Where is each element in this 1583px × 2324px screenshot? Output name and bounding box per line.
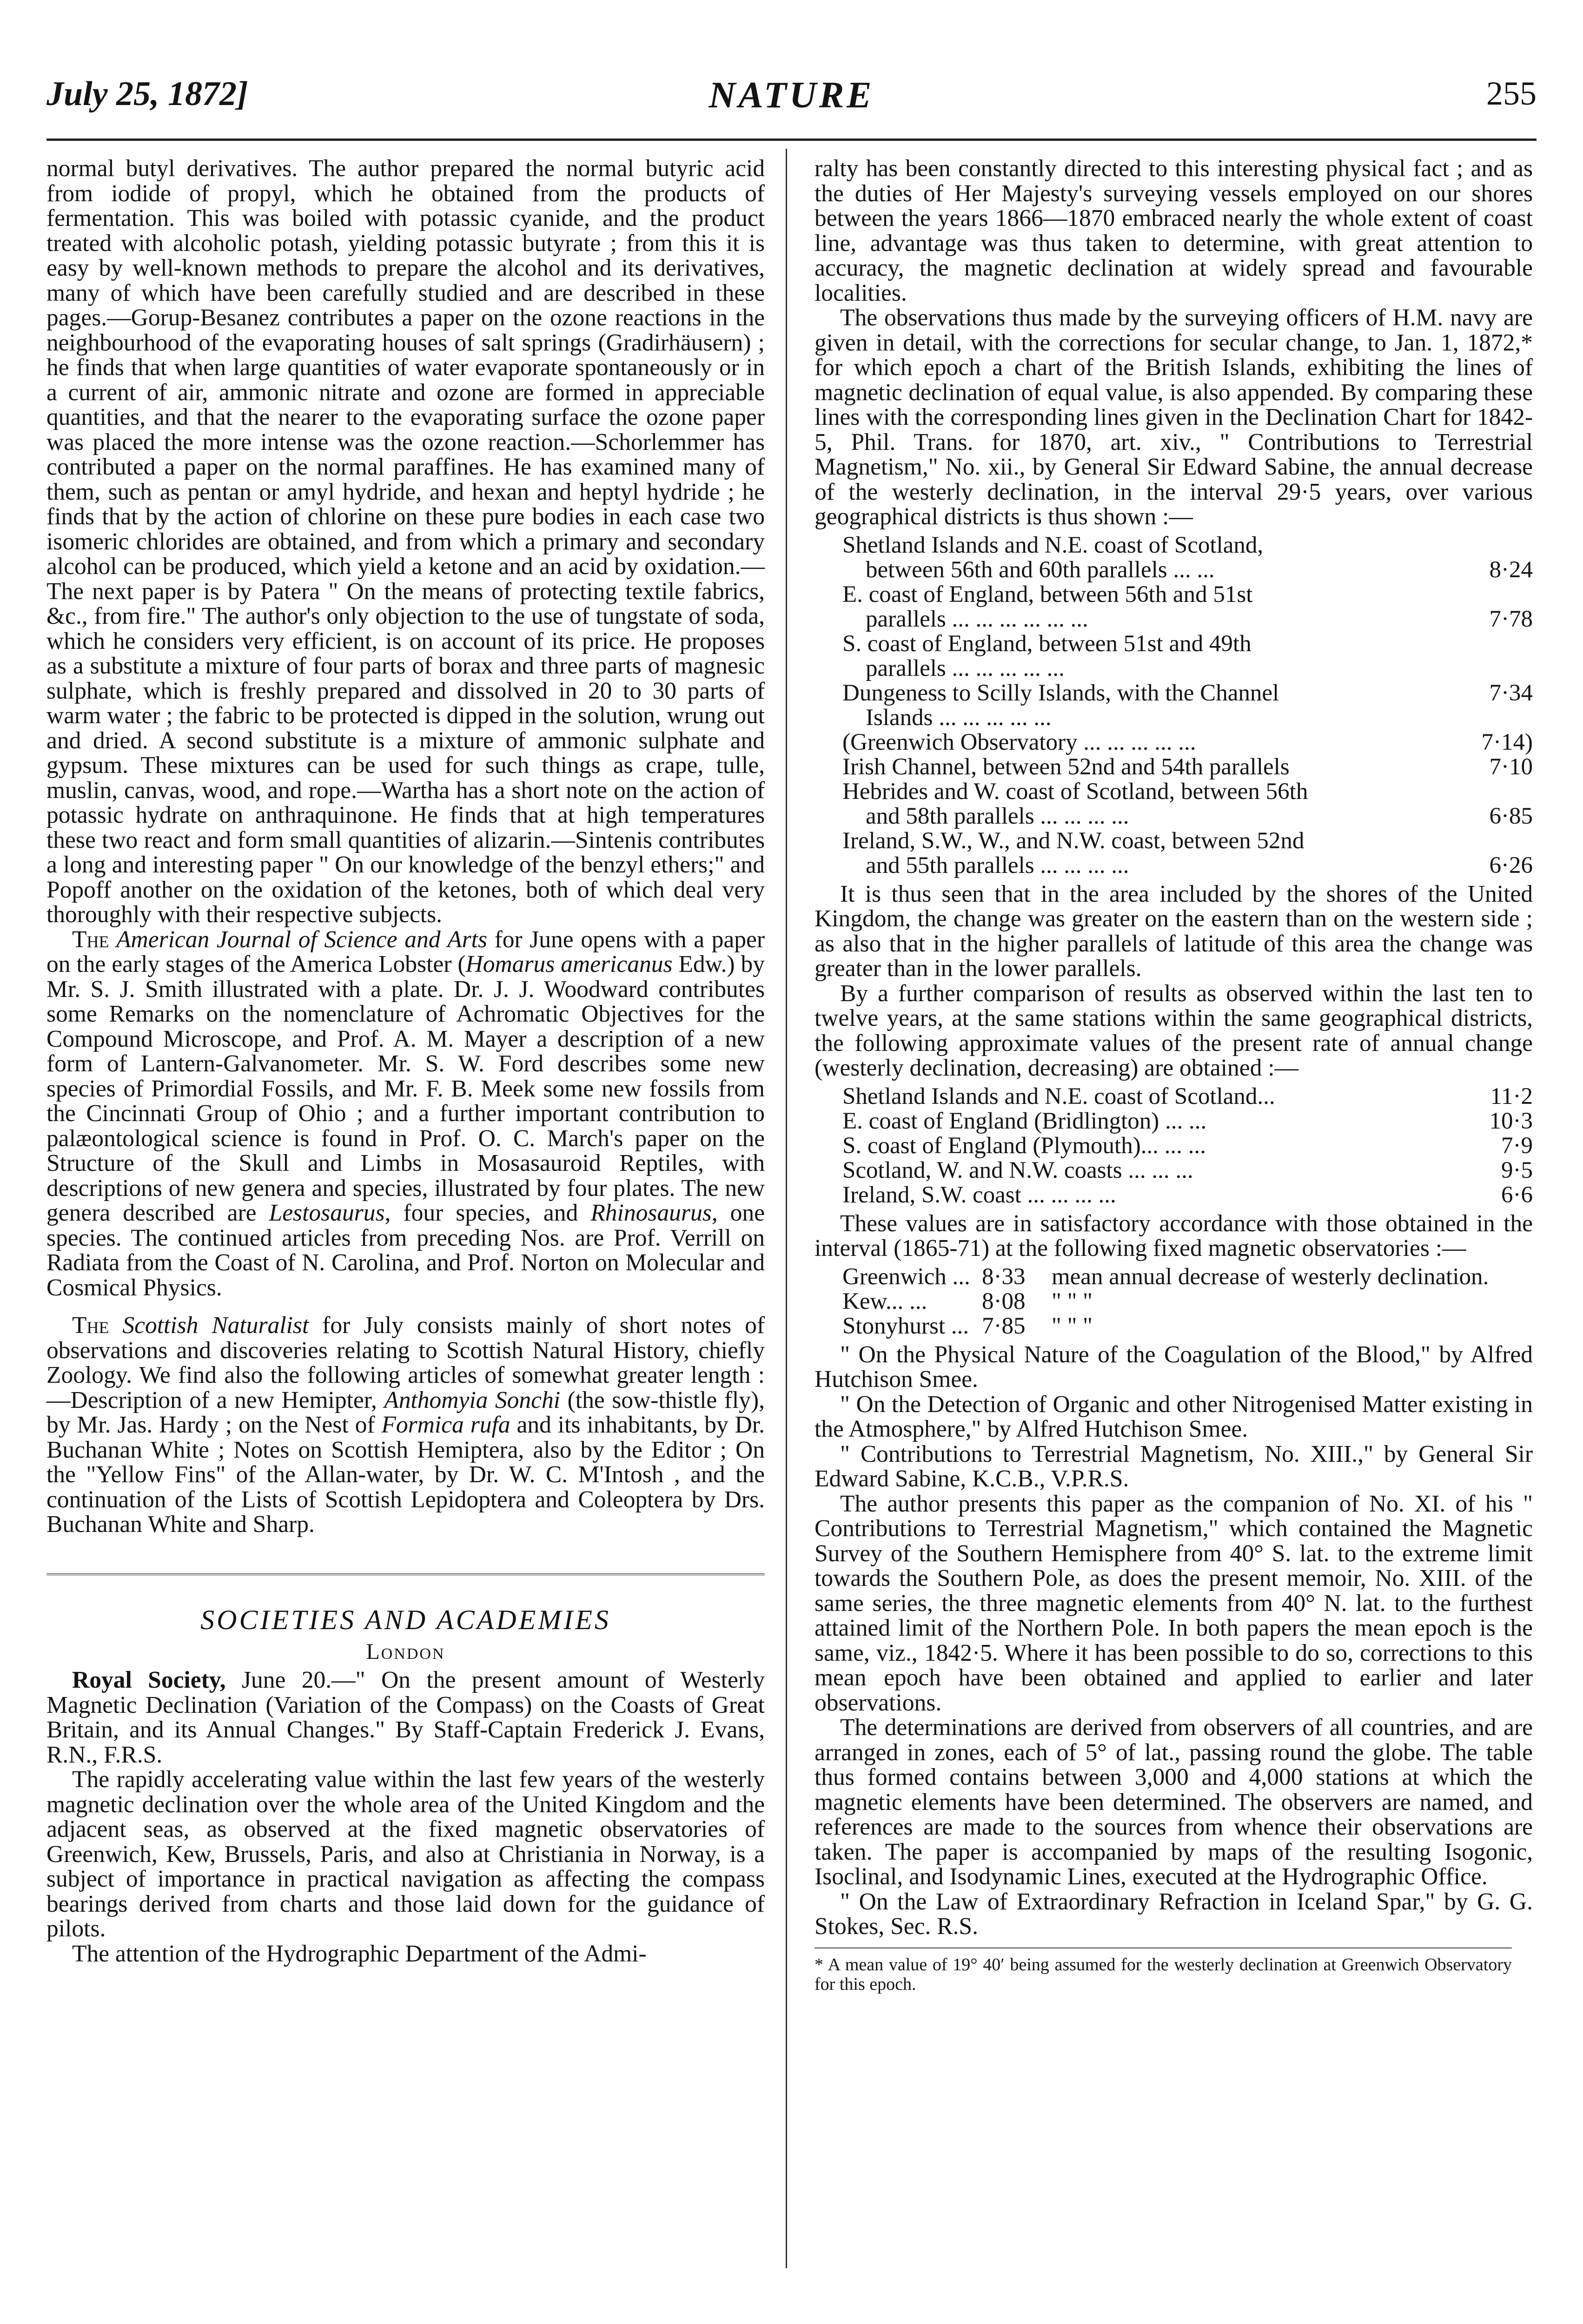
paragraph: By a further comparison of results as observed within the last ten to twelve years, at the same stations within the same geographical districts, the following approximate values of the present rate of annual change (westerly declination, decreasing) are obtained :— [815, 980, 1533, 1081]
table-row: Shetland Islands and N.E. coast of Scotland... 11·2 [842, 1083, 1533, 1109]
paragraph: normal butyl derivatives. The author prepared the normal butyric acid from iodide of propyl, which he obtained from the products of fermentation. This was boiled with potassic cyanide, and the product treated with alcoholic potash, yielding potassic butyrate ; from this it is easy by well-known methods to prepare the alcohol and its derivatives, many of which have been carefully studied and are described in these pages.—Gorup-Besanez contributes a paper on the ozone reactions in the neighbourhood of the evaporating houses of salt springs (Gradirhäusern) ; he finds that when large quantities of water evaporate spontaneously or in a current of air, ammonic nitrate and ozone are formed in appreciable quantities, and that the nearer to the evaporating surface the ozone paper was placed the more intense was the ozone reaction.—Schorlemmer has contributed a paper on the normal paraffines. He has examined many of them, such as pentan or amyl hydride, and hexan and heptyl hydride ; he finds that by the action of chlorine on these pure bodies in each case two isomeric chlorides are obtained, and from which a primary and secondary alcohol can be produced, which yield a ketone and an acid by oxidation.—The next paper is by Patera " On the means of protecting textile fabrics, &c., from fire." The author's only objection to the use of tungstate of soda, which he considers very efficient, is on account of its price. He proposes as a substitute a mixture of four parts of borax and three parts of magnesic sulphate, which is freshly prepared and dissolved in 20 to 30 parts of warm water ; the fabric to be protected is dipped in the solution, wrung out and dried. A second substitute is a mixture of ammonic sulphate and gypsum. These mixtures can be used for such things as crape, tulle, muslin, canvas, wood, and rope.—Wartha has a short note on the action of potassic hydrate on anthraquinone. He finds that at high temperatures these two react and form small quantities of alizarin.—Sintenis contributes a long and interesting paper " On our knowledge of the benzyl ethers;" and Popoff another on the oxidation of the ketones, both of which deal very thoroughly with their respective subjects. [46, 155, 765, 928]
paragraph: These values are in satisfactory accordance with those obtained in the interval (1865-71) at the following fixed magnetic observatories :— [815, 1210, 1533, 1261]
declination-table [842, 533, 1533, 878]
table-row: Ireland, S.W. coast ... ... ... ... 6·6 [842, 1182, 1533, 1208]
table-row: Hebrides and W. coast of Scotland, between 56th [842, 778, 1308, 805]
section-subtitle: London [366, 1639, 445, 1664]
table-row: Shetland Islands and N.E. coast of Scotland, [842, 532, 1264, 558]
table-row: Irish Channel, between 52nd and 54th parallels 7·10 [842, 753, 1533, 780]
list-item: Greenwich ... 8·33 mean annual decrease of westerly declination. [842, 1263, 1489, 1290]
paragraph: The determinations are derived from observers of all countries, and are arranged in zones, each of 5° of lat., passing round the globe. The table thus formed contains between 3,000 and 4,000 stations at which the magnetic elements have been determined. The observers are named, and references are made to the sources from whence their observations are taken. The paper is accompanied by maps of the resulting Isogonic, Isoclinal, and Isodynamic Lines, executed at the Hydrographic Office. [815, 1714, 1533, 1890]
paragraph: " On the Physical Nature of the Coagulation of the Blood," by Alfred Hutchison Smee. [815, 1341, 1533, 1393]
paragraph: The author presents this paper as the companion of No. XI. of his " Contributions to Terrestrial Magnetism," which contained the Magnetic Survey of the Southern Hemisphere from 40° S. lat. to the extreme limit towards the Southern Pole, as does the present memoir, No. XIII. of the same series, the three magnetic elements from 40° N. lat. to the furthest attained limit of the Northern Pole. In both papers the mean epoch is the same, viz., 1842·5. Where it has been possible to do so, corrections to this mean epoch have been obtained and applied to earlier and later observations. [815, 1490, 1533, 1716]
left-column [46, 156, 765, 1966]
table-row: parallels ... ... ... ... ... ... 7·78 [866, 606, 1533, 632]
table-row: parallels ... ... ... ... ... [866, 655, 1065, 681]
table-row: between 56th and 60th parallels ... ... 8·24 [866, 556, 1533, 583]
paragraph: The rapidly accelerating value within the last few years of the westerly magnetic declination over the whole area of the United Kingdom and the adjacent seas, as observed at the fixed magnetic observatories of Greenwich, Kew, Brussels, Paris, and also at Christiania in Norway, is a subject of importance in practical navigation as affecting the compass bearings derived from charts and those laid down for the guidance of pilots. [46, 1766, 765, 1942]
paragraph: The Scottish Naturalist for July consists mainly of short notes of observations and discoveries relating to Scottish Natural History, chiefly Zoology. We find also the following articles of somewhat greater length :—Description of a new Hemipter, Anthomyia Sonchi (the sow-thistle fly), by Mr. Jas. Hardy ; on the Nest of Formica rufa and its inhabitants, by Dr. Buchanan White ; Notes on Scottish Hemiptera, also by the Editor ; On the "Yellow Fins" of the Allan-water, by Dr. W. C. M'Intosh , and the continuation of the Lists of Scottish Lepidoptera and Coleoptera by Drs. Buchanan White and Sharp. [46, 1312, 765, 1538]
table-row: (Greenwich Observatory ... ... ... ... ... 7·14) [842, 729, 1533, 755]
list-item: Stonyhurst ... 7·85 " " " [842, 1313, 1093, 1339]
page-number: 255 [1486, 75, 1537, 112]
column-divider [786, 149, 787, 2268]
table-row: and 58th parallels ... ... ... ... 6·85 [866, 803, 1533, 829]
paragraph: The American Journal of Science and Arts for June opens with a paper on the early stages of the America Lobster (Homarus americanus Edw.) by Mr. S. J. Smith illustrated with a plate. Dr. J. J. Woodward contributes some Remarks on the nomenclature of Achromatic Objectives for the Compound Microscope, and Prof. A. M. Mayer a description of a new form of Lantern-Galvanometer. Mr. S. W. Ford describes some new species of Primordial Fossils, and Mr. F. B. Meek some new fossils from the Cincinnati Group of Ohio ; and a further important contribution to palæontological science is found in Prof. O. C. March's paper on the Structure of the Skull and Limbs in Mosasauroid Reptiles, with descriptions of new genera and species, illustrated by four plates. The new genera described are Lestosaurus, four species, and Rhinosaurus, one species. The continued articles from preceding Nos. are Prof. Verrill on Radiata from the Coast of N. Carolina, and Prof. Norton on Molecular and Cosmical Physics. [46, 926, 765, 1301]
paragraph: " On the Detection of Organic and other Nitrogenised Matter existing in the Atmosphere," by Alfred Hutchison Smee. [815, 1391, 1533, 1442]
right-column [815, 156, 1533, 1994]
footnote: * A mean value of 19° 40′ being assumed for the westerly declination at Greenwich Observatory for this epoch. [815, 1948, 1512, 1994]
table-row: S. coast of England, between 51st and 49th [842, 630, 1252, 657]
journal-title: NATURE [709, 75, 874, 116]
header-rule [46, 139, 1537, 141]
page-header [46, 74, 1537, 135]
section-separator [46, 1573, 765, 1577]
table-row: Dungeness to Scilly Islands, with the Channel 7·34 [842, 680, 1533, 706]
table-row: Ireland, S.W., W., and N.W. coast, between 52nd [842, 827, 1305, 854]
paragraph: " Contributions to Terrestrial Magnetism, No. XIII.," by General Sir Edward Sabine, K.C.B., V.P.R.S. [815, 1440, 1533, 1492]
paragraph: It is thus seen that in the area included by the shores of the United Kingdom, the change was greater on the eastern than on the western side ; as also that in the higher parallels of latitude of this area the change was greater than in the lower parallels. [815, 880, 1533, 982]
issue-date: July 25, 1872] [46, 75, 248, 113]
table-row: and 55th parallels ... ... ... ... 6·26 [866, 852, 1533, 878]
annual-change-table [842, 1084, 1533, 1208]
paragraph: The observations thus made by the surveying officers of H.M. navy are given in detail, with the corrections for secular change, to Jan. 1, 1872,* for which epoch a chart of the British Islands, exhibiting the lines of magnetic declination of equal value, is also appended. By comparing these lines with the corresponding lines given in the Declination Chart for 1842-5, Phil. Trans. for 1870, art. xiv., " Contributions to Terrestrial Magnetism," No. xii., by General Sir Edward Sabine, the annual decrease of the westerly declination, in the interval 29·5 years, over various geographical districts is thus shown :— [815, 304, 1533, 530]
paragraph: Royal Society, June 20.—" On the present amount of Westerly Magnetic Declination (Variation of the Compass) on the Coasts of Great Britain, and its Annual Changes." By Staff-Captain Frederick J. Evans, R.N., F.R.S. [46, 1667, 765, 1768]
list-item: Kew... ... 8·08 " " " [842, 1288, 1093, 1314]
observatory-list [842, 1265, 1533, 1339]
table-row: Islands ... ... ... ... ... [866, 704, 1052, 731]
table-row: E. coast of England (Bridlington) ... ... 10·3 [842, 1108, 1533, 1134]
table-row: S. coast of England (Plymouth)... ... ... 7·9 [842, 1132, 1533, 1159]
paragraph: " On the Law of Extraordinary Refraction in Iceland Spar," by G. G. Stokes, Sec. R.S. [815, 1888, 1533, 1940]
section-title: SOCIETIES AND ACADEMIES [200, 1604, 611, 1635]
table-row: Scotland, W. and N.W. coasts ... ... ... 9·5 [842, 1157, 1533, 1183]
paragraph: ralty has been constantly directed to this interesting physical fact ; and as the duties of Her Majesty's surveying vessels employed on our shores between the years 1866—1870 embraced nearly the whole extent of coast line, advantage was thus taken to determine, with great attention to accuracy, the magnetic declination at widely spread and favourable localities. [815, 155, 1533, 306]
paragraph: The attention of the Hydrographic Department of the Admi- [72, 1940, 647, 1967]
table-row: E. coast of England, between 56th and 51st [842, 581, 1253, 607]
